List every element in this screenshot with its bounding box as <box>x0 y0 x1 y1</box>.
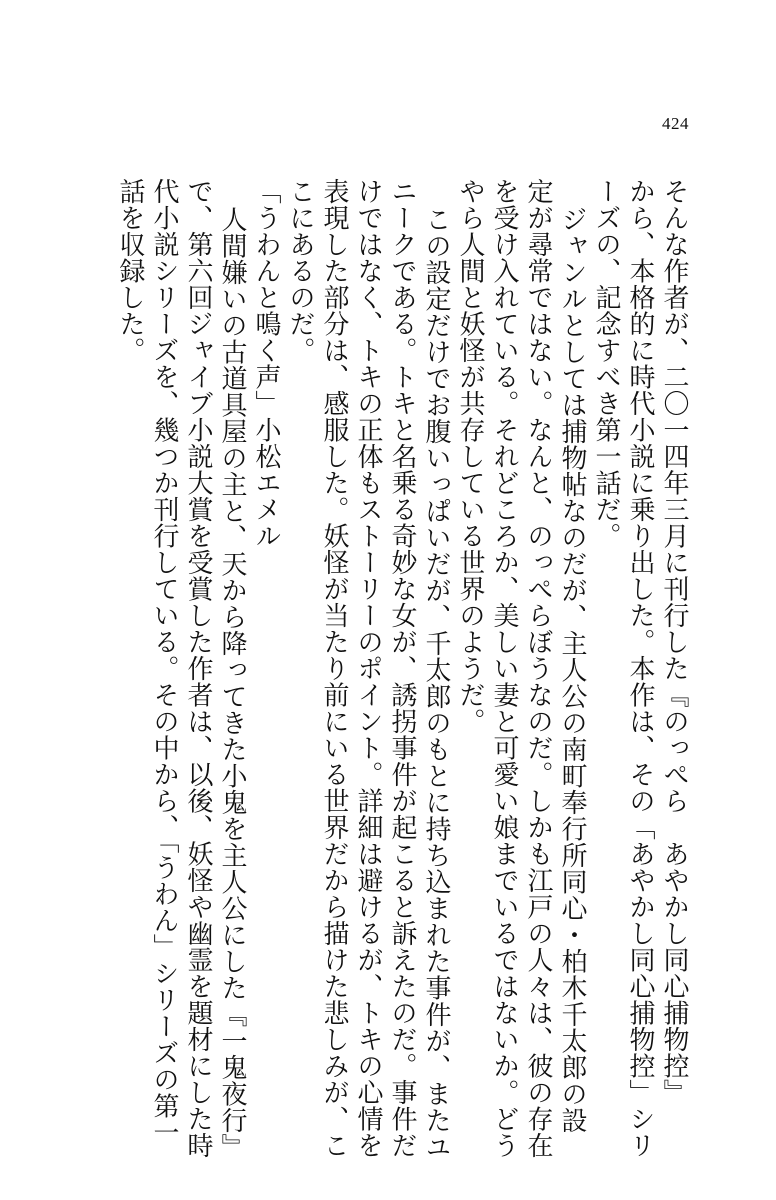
text-column-16: 代小説シリーズを、幾つか刊行している。その中から、「うわん」シリーズの第一 <box>149 178 179 1146</box>
text-column-15: で、第六回ジャイブ小説大賞を受賞した作者は、以後、妖怪や幽霊を題材にした時 <box>183 178 213 1159</box>
page-number: 424 <box>662 114 689 133</box>
text-column-10: けではなく、トキの正体もストーリーのポイント。詳細は避けるが、トキの心情を <box>353 178 383 1159</box>
text-column-2: から、本格的に時代小説に乗り出した。本作は、その「あやかし同心捕物控」シリ <box>625 178 655 1159</box>
text-column-4: ジャンルとしては捕物帖なのだが、主人公の南町奉行所同心・柏木千太郎の設 <box>557 206 587 1134</box>
text-column-3: ーズの、記念すべき第一話だ。 <box>591 178 621 549</box>
text-column-5: 定が尋常ではない。なんと、のっぺらぼうなのだ。しかも江戸の人々は、彼の存在 <box>523 178 553 1159</box>
text-column-7: やら人間と妖怪が共存している世界のようだ。 <box>455 178 485 735</box>
text-column-6: を受け入れている。それどころか、美しい妻と可愛い娘までいるではないか。どう <box>489 178 519 1159</box>
vertical-text-body <box>92 178 692 1160</box>
text-column-1: そんな作者が、二〇一四年三月に刊行した『のっぺら あやかし同心捕物控』 <box>659 178 689 1106</box>
text-column-14: 人間嫌いの古道具屋の主と、天から降ってきた小鬼を主人公にした『一鬼夜行』 <box>217 206 247 1160</box>
text-column-17: 話を収録した。 <box>115 178 145 364</box>
text-column-12: こにあるのだ。 <box>285 178 315 364</box>
text-column-11: 表現した部分は、感服した。妖怪が当たり前にいる世界だから描けた悲しみが、こ <box>319 178 349 1159</box>
text-column-8: この設定だけでお腹いっぱいだが、千太郎のもとに持ち込まれた事件が、またユ <box>421 206 451 1160</box>
section-heading: 「うわんと鳴く声」小松エメル <box>251 178 281 549</box>
text-column-9: ニークである。トキと名乗る奇妙な女が、誘拐事件が起こると訴えたのだ。事件だ <box>387 178 417 1159</box>
